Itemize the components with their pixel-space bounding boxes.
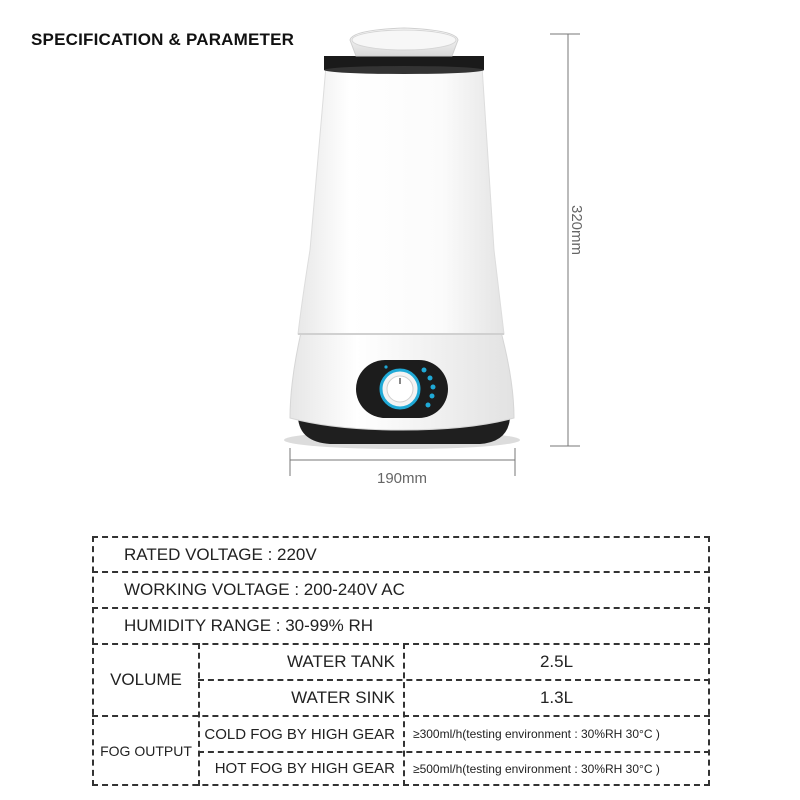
cold-fog-value: ≥300ml/h(testing environment : 30%RH 30°C ) [413, 727, 660, 741]
water-tank-value: 2.5L [539, 652, 574, 671]
water-sink-label: WATER SINK [291, 688, 395, 707]
width-label: 190mm [376, 470, 428, 487]
volume-label: VOLUME [110, 670, 182, 689]
water-tank [298, 66, 504, 334]
humidity-range: HUMIDITY RANGE : 30-99% RH [124, 616, 374, 635]
water-tank-label: WATER TANK [287, 652, 395, 671]
spec-table [92, 536, 710, 786]
hot-fog-value: ≥500ml/h(testing environment : 30%RH 30°C ) [413, 761, 660, 776]
fog-output-label: FOG OUTPUT [100, 742, 192, 759]
page-title: SPECIFICATION & PARAMETER [31, 30, 295, 49]
height-label: 320mm [568, 204, 585, 256]
working-voltage: WORKING VOLTAGE : 200-240V AC [124, 580, 405, 599]
hot-fog-label: HOT FOG BY HIGH GEAR [214, 760, 395, 777]
water-sink-value: 1.3L [539, 688, 574, 707]
rated-voltage: RATED VOLTAGE : 220V [124, 545, 317, 564]
cold-fog-label: COLD FOG BY HIGH GEAR [204, 725, 395, 743]
